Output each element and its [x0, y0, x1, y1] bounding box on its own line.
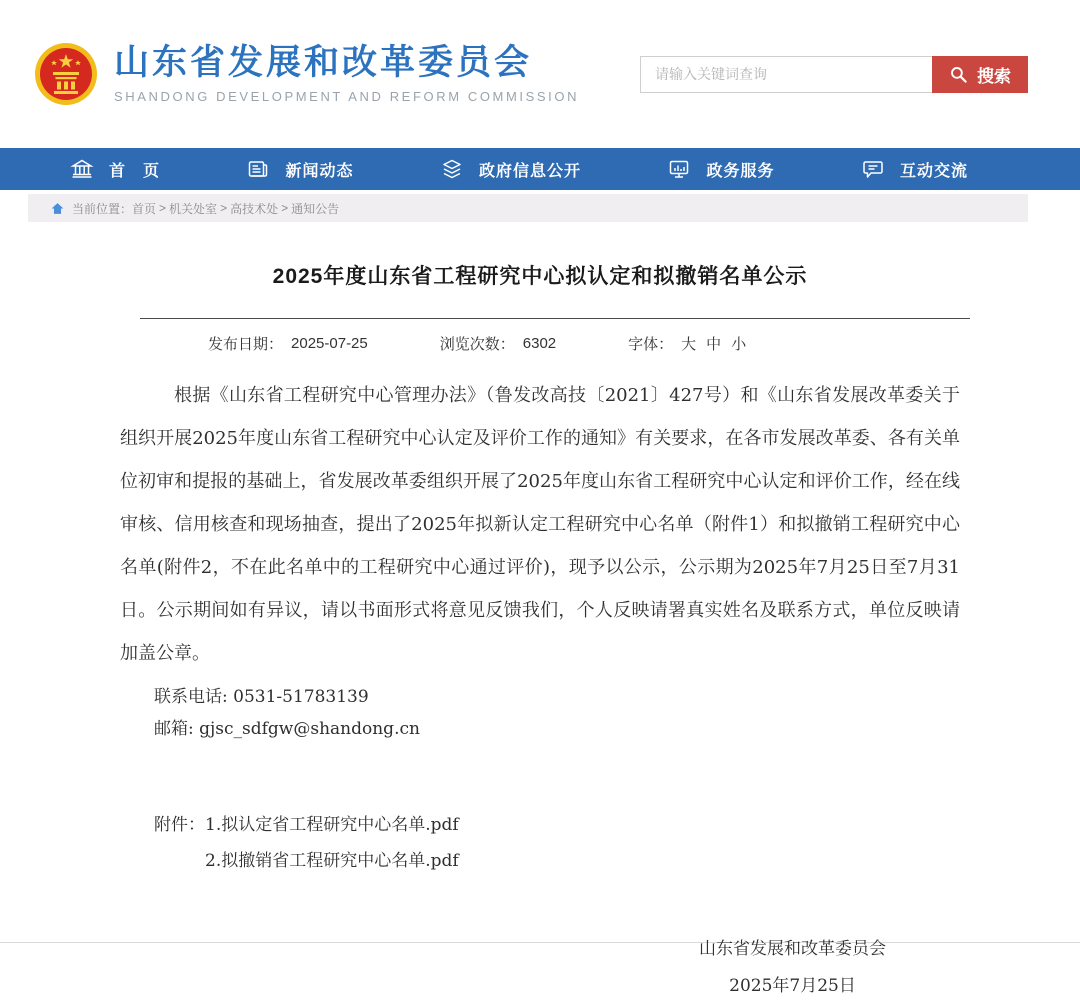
article-body — [120, 374, 960, 1005]
site-subtitle: SHANDONG DEVELOPMENT AND REFORM COMMISSION — [114, 89, 580, 105]
attachment-link-1[interactable]: 1.拟认定省工程研究中心名单.pdf — [205, 815, 459, 835]
breadcrumb-item-notices[interactable]: 通知公告 — [291, 201, 340, 216]
chat-bubble-icon — [861, 157, 885, 181]
attachments-label: 附件： — [154, 815, 205, 835]
views-group — [440, 333, 556, 354]
attachment-list — [205, 807, 459, 879]
national-emblem-logo — [34, 42, 98, 106]
site-title: 山东省发展和改革委员会 — [114, 42, 533, 82]
font-size-label: 字体： — [628, 336, 674, 353]
search-button[interactable] — [932, 56, 1028, 93]
nav-item-interaction[interactable] — [861, 157, 968, 181]
font-size-small-button[interactable]: 小 — [731, 336, 747, 353]
article — [0, 222, 1080, 1005]
signature-date: 2025年7月25日 — [729, 976, 856, 996]
font-size-large-button[interactable]: 大 — [681, 336, 697, 353]
main-nav — [0, 148, 1080, 190]
bank-icon — [70, 157, 94, 181]
site-header — [0, 0, 1080, 148]
article-meta — [120, 333, 960, 354]
search-area — [640, 56, 1028, 93]
publish-date-label: 发布日期： — [208, 336, 284, 353]
font-size-medium-button[interactable]: 中 — [706, 336, 722, 353]
attachments — [154, 807, 960, 879]
search-button-label: 搜索 — [977, 66, 1011, 86]
title-divider — [140, 318, 970, 319]
publish-date-group — [208, 333, 368, 354]
site-brand[interactable] — [34, 42, 579, 106]
breadcrumb-item-offices[interactable]: 机关处室 — [169, 201, 218, 216]
search-input[interactable] — [640, 56, 932, 93]
breadcrumb-item-hightech[interactable]: 高技术处 — [230, 201, 279, 216]
signature-block — [699, 931, 886, 1005]
breadcrumb-separator: > — [281, 201, 289, 215]
contact-phone: 联系电话: 0531-51783139 — [154, 687, 369, 707]
contact-email: 邮箱: gjsc_sdfgw@shandong.cn — [154, 719, 420, 739]
monitor-chart-icon — [667, 157, 691, 181]
nav-item-home[interactable] — [70, 157, 160, 181]
article-paragraph: 根据《山东省工程研究中心管理办法》（鲁发改高技〔2021〕427号）和《山东省发展改革委关于组织开展2025年度山东省工程研究中心认定及评价工作的通知》有关要求，在各市发展改革委、各有关单位初审和提报的基础上，省发展改革委组织开展了2025年度山东省工程研究中心认定和评价工作，经在线审核、信用核查和现场抽查，提出了2025年拟新认定工程研究中心名单（附件1）和拟撤销工程研究中心名单(附件2，不在此名单中的工程研究中心通过评价)，现予以公示，公示期为2025年7月25日至7月31日。公示期间如有异议，请以书面形式将意见反馈我们，个人反映请署真实姓名及联系方式，单位反映请加盖公章。 — [120, 385, 960, 664]
nav-item-label: 互动交流 — [899, 162, 968, 180]
views-value: 6302 — [522, 335, 557, 352]
breadcrumb-prefix: 当前位置： — [72, 201, 133, 216]
views-label: 浏览次数： — [439, 336, 515, 353]
newspaper-icon — [246, 157, 270, 181]
nav-item-label: 政务服务 — [706, 162, 775, 180]
breadcrumb — [28, 194, 1028, 222]
article-title: 2025年度山东省工程研究中心拟认定和拟撤销名单公示 — [272, 265, 808, 288]
nav-item-label: 首 页 — [109, 162, 161, 180]
breadcrumb-separator: > — [220, 201, 228, 215]
breadcrumb-separator: > — [159, 201, 167, 215]
brand-text — [114, 44, 579, 105]
nav-item-label: 新闻动态 — [285, 162, 354, 180]
home-icon — [50, 202, 65, 215]
nav-item-news[interactable] — [246, 157, 353, 181]
font-size-group — [628, 333, 756, 354]
attachment-link-2[interactable]: 2.拟撤销省工程研究中心名单.pdf — [205, 851, 459, 871]
signature-org: 山东省发展和改革委员会 — [699, 939, 886, 959]
layers-icon — [440, 157, 464, 181]
nav-item-gov-info[interactable] — [440, 157, 581, 181]
nav-item-label: 政府信息公开 — [478, 162, 581, 180]
nav-item-gov-services[interactable] — [667, 157, 774, 181]
publish-date-value: 2025-07-25 — [291, 335, 368, 352]
search-icon — [949, 65, 968, 84]
breadcrumb-item-home[interactable]: 首页 — [132, 201, 157, 216]
